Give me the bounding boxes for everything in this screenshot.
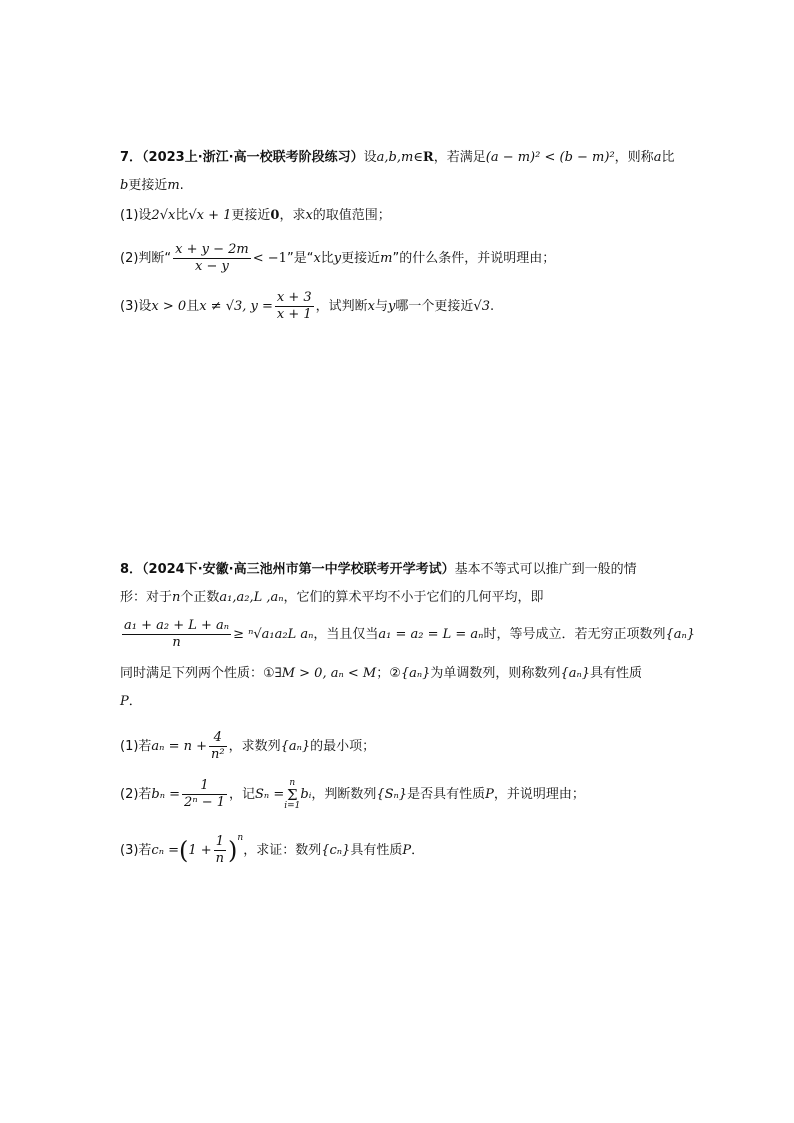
q8-ineq-fraction bbox=[122, 618, 231, 651]
q8-text: 基本不等式可以推广到一般的情 bbox=[454, 562, 637, 577]
q7-source: （2023上·浙江·高一校联考阶段练习） bbox=[142, 150, 364, 165]
q7-p1-tail: 的取值范围； bbox=[312, 208, 391, 223]
q8-p2-S: Sₙ = bbox=[255, 787, 285, 802]
fraction-numerator: 1 bbox=[214, 834, 226, 851]
fraction-numerator: 1 bbox=[182, 778, 227, 795]
fraction-denominator: n bbox=[215, 851, 225, 866]
q8-p3-text: ，求证：数列 bbox=[243, 843, 322, 858]
q8-seq: {aₙ} bbox=[400, 666, 431, 681]
q8-text: ，它们的算术平均不小于它们的几何平均，即 bbox=[283, 590, 544, 605]
q7-p2-x: x bbox=[313, 251, 321, 266]
q7-p1-zero: 0 bbox=[270, 208, 280, 223]
q8-p3-exponent: n bbox=[237, 833, 244, 843]
q8-p3-label: (3)若 bbox=[120, 843, 152, 858]
q8-number: 8． bbox=[120, 562, 143, 577]
q7-vars: a,b,m bbox=[376, 150, 414, 165]
q7-p3-and: 且 bbox=[186, 299, 200, 314]
sigma-glyph: Σ bbox=[287, 785, 298, 804]
q7-p2-rhs: < −1 bbox=[252, 251, 287, 266]
right-paren: ) bbox=[228, 836, 238, 865]
q7-part1 bbox=[120, 206, 391, 226]
q8-p1-fraction bbox=[209, 730, 227, 763]
q8-text: ；② bbox=[376, 666, 401, 681]
q8-source: （2024下·安徽·高三池州市第一中学校联考开学考试） bbox=[142, 562, 455, 577]
q7-in: ∈ bbox=[413, 150, 423, 165]
q8-p3-fraction bbox=[214, 834, 226, 867]
q8-p1-label: (1)若 bbox=[120, 739, 152, 754]
q8-p3-seq: {cₙ} bbox=[321, 843, 351, 858]
q7-p2-text: ”是“ bbox=[286, 251, 314, 266]
q7-part3 bbox=[120, 290, 494, 323]
q7-real-set: R bbox=[422, 150, 434, 165]
q7-p2-fraction bbox=[173, 242, 251, 275]
q8-part1 bbox=[120, 730, 375, 763]
q8-text: 具有性质 bbox=[590, 666, 643, 681]
q8-ineq-rhs: ≥ ⁿ√a₁a₂L aₙ bbox=[233, 627, 314, 642]
q7-p3-end: . bbox=[489, 299, 495, 314]
q8-seq: {aₙ} bbox=[560, 666, 590, 681]
fraction-denominator: x + 1 bbox=[276, 307, 312, 322]
q8-part3 bbox=[120, 828, 424, 867]
q8-p1-lhs: aₙ = n + bbox=[151, 739, 207, 754]
q7-p1-text2: 更接近 bbox=[231, 208, 271, 223]
q7-p1-text: 比 bbox=[175, 208, 189, 223]
q7-p1-x: x bbox=[305, 208, 313, 223]
q7-p2-label: (2)判断“ bbox=[120, 251, 172, 266]
q8-stem-line4 bbox=[120, 664, 642, 684]
q8-seq: {aₙ} bbox=[665, 627, 696, 642]
q8-p2-seq: {Sₙ} bbox=[376, 787, 408, 802]
q8-stem-line1 bbox=[120, 560, 637, 580]
q8-var-n: n bbox=[172, 590, 181, 605]
q8-stem-line2 bbox=[120, 588, 544, 608]
fraction-numerator: x + 3 bbox=[276, 290, 312, 305]
q8-p1-text: ，求数列 bbox=[228, 739, 281, 754]
left-paren: ( bbox=[179, 836, 189, 865]
q8-seq: a₁,a₂,L ,aₙ bbox=[219, 590, 284, 605]
q8-text: 为单调数列，则称数列 bbox=[430, 666, 561, 681]
q8-p2-lhs: bₙ = bbox=[151, 787, 181, 802]
q8-p1-tail: 的最小项； bbox=[310, 739, 376, 754]
fraction-numerator: a₁ + a₂ + L + aₙ bbox=[124, 618, 230, 633]
q7-p2-text3: 更接近 bbox=[341, 251, 381, 266]
q8-stem-line5 bbox=[120, 692, 142, 712]
q7-text: 更接近 bbox=[128, 178, 168, 193]
q7-p3-cond2: x ≠ √3, y = bbox=[199, 299, 273, 314]
q7-p1-label: (1)设 bbox=[120, 208, 152, 223]
q8-text: 时，等号成立．若无穷正项数列 bbox=[483, 627, 666, 642]
fraction-numerator: x + y − 2m bbox=[175, 242, 249, 257]
q8-cond1: ∃M > 0, aₙ < M bbox=[274, 666, 377, 681]
q8-text: 同时满足下列两个性质：① bbox=[120, 666, 275, 681]
q7-p1-expr2: √x + 1 bbox=[188, 208, 232, 223]
q7-p3-fraction bbox=[275, 290, 314, 323]
fraction-denominator: 2ⁿ − 1 bbox=[184, 795, 226, 810]
q7-p3-text2: 与 bbox=[375, 299, 389, 314]
fraction-denominator: n bbox=[172, 635, 181, 650]
q7-number: 7． bbox=[120, 150, 143, 165]
q7-text: 比 bbox=[661, 150, 675, 165]
q7-text: 设 bbox=[363, 150, 377, 165]
q7-var-b: b bbox=[120, 178, 129, 193]
q7-p3-cond: x > 0 bbox=[151, 299, 187, 314]
q7-stem-line1 bbox=[120, 148, 674, 168]
fraction-numerator: 4 bbox=[209, 730, 227, 747]
q8-p3-P: P bbox=[402, 843, 412, 858]
q8-property-P: P bbox=[120, 694, 129, 709]
summation-symbol bbox=[284, 779, 300, 811]
q7-p3-text: ，试判断 bbox=[315, 299, 368, 314]
q7-text: ，则称 bbox=[614, 150, 654, 165]
q7-text: ，若满足 bbox=[433, 150, 486, 165]
q7-var-m: m bbox=[167, 178, 180, 193]
q8-p2-label: (2)若 bbox=[120, 787, 152, 802]
q8-p3-text2: 具有性质 bbox=[350, 843, 403, 858]
q7-p1-expr1: 2√x bbox=[151, 208, 176, 223]
q7-p2-y: y bbox=[333, 251, 342, 266]
q7-p3-tail: 哪一个更接近 bbox=[395, 299, 474, 314]
q7-p3-label: (3)设 bbox=[120, 299, 152, 314]
q8-text: 形：对于 bbox=[120, 590, 173, 605]
q7-part2 bbox=[120, 242, 555, 275]
q8-p2-tail: ，并说明理由； bbox=[493, 787, 585, 802]
q8-part2 bbox=[120, 778, 585, 811]
q7-p3-y: y bbox=[388, 299, 396, 314]
q7-p1-text3: ，求 bbox=[279, 208, 306, 223]
q8-p2-text: ，记 bbox=[229, 787, 256, 802]
q8-p2-text2: ，判断数列 bbox=[311, 787, 377, 802]
q8-p2-fraction bbox=[182, 778, 227, 811]
q8-text: ，当且仅当 bbox=[313, 627, 379, 642]
q7-stem-line2 bbox=[120, 176, 184, 196]
q7-text: . bbox=[179, 178, 184, 193]
q8-p1-seq: {aₙ} bbox=[280, 739, 311, 754]
q8-eq: a₁ = a₂ = L = aₙ bbox=[378, 627, 484, 642]
q7-var-a: a bbox=[653, 150, 662, 165]
q8-stem-line3 bbox=[120, 618, 695, 651]
fraction-denominator: x − y bbox=[195, 259, 229, 274]
q7-p2-m: m bbox=[380, 251, 393, 266]
fraction-denominator: n² bbox=[211, 747, 225, 762]
q8-p2-sum-term: bᵢ bbox=[300, 787, 312, 802]
q8-p3-lhs: cₙ = bbox=[151, 843, 179, 858]
q7-p2-tail: ”的什么条件，并说明理由； bbox=[392, 251, 556, 266]
q8-p2-text3: 是否具有性质 bbox=[407, 787, 486, 802]
sum-lower: i=1 bbox=[284, 800, 301, 811]
q7-p2-text2: 比 bbox=[320, 251, 334, 266]
q7-p3-x: x bbox=[367, 299, 376, 314]
q8-p3-end: ． bbox=[411, 843, 425, 858]
q8-text: 个正数 bbox=[180, 590, 220, 605]
q8-p2-P: P bbox=[485, 787, 494, 802]
q8-text: ． bbox=[128, 694, 142, 709]
sum-upper: n bbox=[289, 777, 296, 788]
q7-p3-sqrt: √3 bbox=[473, 299, 490, 314]
q7-inequality: (a − m)² < (b − m)² bbox=[485, 150, 615, 165]
q8-p3-one: 1 + bbox=[188, 843, 212, 858]
